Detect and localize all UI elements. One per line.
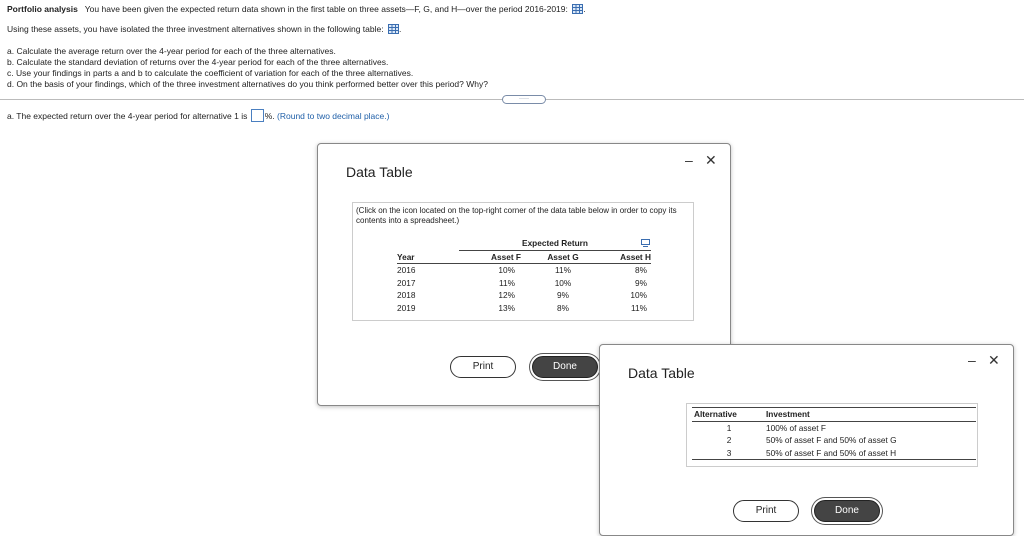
problem-line2-text: Using these assets, you have isolated the three investment alternatives shown in the following table:	[7, 24, 384, 34]
done-button[interactable]: Done	[532, 356, 598, 378]
table-cell: 8%	[557, 302, 569, 313]
table-row	[692, 434, 976, 447]
dialog-title: Data Table	[346, 164, 413, 180]
problem-title: Portfolio analysis	[7, 4, 78, 14]
dialog-title: Data Table	[628, 365, 695, 381]
close-button[interactable]: ✕	[705, 152, 717, 168]
table-row	[692, 421, 976, 434]
print-button[interactable]: Print	[450, 356, 516, 378]
answer-input[interactable]	[251, 109, 264, 122]
table-icon[interactable]	[572, 4, 583, 14]
answer-suffix: %.	[264, 111, 275, 121]
problem-line2: Using these assets, you have isolated the three investment alternatives shown in the following table: .	[7, 24, 402, 34]
column-header: Asset G	[547, 251, 579, 262]
table-cell: 3	[726, 447, 732, 458]
table-cell: 2016	[397, 265, 416, 276]
done-button[interactable]: Done	[814, 500, 880, 522]
column-header: Asset F	[491, 251, 521, 262]
investment-alternatives-table	[692, 407, 976, 460]
table-row	[692, 447, 976, 460]
question-part-a: a. Calculate the average return over the 4-year period for each of the three alternatives.	[7, 46, 336, 56]
table-cell: 2017	[397, 277, 416, 288]
table-row	[397, 264, 651, 277]
question-part-b: b. Calculate the standard deviation of returns over the 4-year period for each of the three alternatives.	[7, 57, 389, 67]
table-cell: 13%	[498, 302, 515, 313]
table-cell: 11%	[499, 277, 515, 288]
table-icon[interactable]	[388, 24, 399, 34]
expected-return-table	[397, 237, 651, 314]
column-header: Investment	[766, 409, 810, 420]
question-part-d: d. On the basis of your findings, which of the three investment alternatives do you think performed better over this period? Why?	[7, 79, 488, 89]
problem-intro: You have been given the expected return data shown in the first table on three assets—F, G, and H—over the period 2016-2019:	[84, 4, 568, 14]
table-cell: 100% of asset F	[766, 422, 826, 433]
table-cell: 9%	[557, 290, 569, 301]
table-cell: 50% of asset F and 50% of asset H	[766, 447, 897, 458]
table-cell: 2	[726, 435, 732, 446]
answer-line	[7, 109, 389, 122]
column-header: Asset H	[620, 251, 651, 262]
column-header: Year	[397, 251, 415, 262]
close-button[interactable]: ✕	[988, 352, 1000, 368]
question-parts	[7, 46, 488, 90]
minimize-button[interactable]: –	[968, 352, 976, 368]
print-button[interactable]: Print	[733, 500, 799, 522]
table-cell: 9%	[635, 277, 647, 288]
table-cell: 50% of asset F and 50% of asset G	[766, 435, 897, 446]
table-cell: 1	[726, 422, 732, 433]
table-cell: 8%	[635, 265, 647, 276]
answer-prefix: a. The expected return over the 4-year period for alternative 1 is	[7, 111, 248, 121]
copy-instruction: (Click on the icon located on the top-right corner of the data table below in order to copy its contents into a spreadsheet.)	[356, 206, 677, 225]
table-cell: 12%	[498, 290, 515, 301]
table-cell: 2018	[397, 290, 416, 301]
table-cell: 10%	[554, 277, 572, 288]
answer-hint: (Round to two decimal place.)	[277, 111, 390, 121]
table-row	[397, 289, 651, 302]
table-cell: 10%	[630, 290, 647, 301]
table-row	[397, 277, 651, 290]
expand-button[interactable]: ·····	[502, 95, 546, 104]
table-cell: 11%	[631, 302, 647, 313]
table-row	[397, 302, 651, 315]
table-cell: 10%	[498, 265, 515, 276]
table-cell: 2019	[397, 302, 416, 313]
problem-header: Portfolio analysis You have been given the expected return data shown in the first table on three assets—F, G, and H—over the period 2016-2019: .	[7, 4, 586, 14]
table-cell: 11%	[555, 265, 571, 276]
question-part-c: c. Use your findings in parts a and b to calculate the coefficient of variation for each of the three alternatives.	[7, 68, 414, 78]
minimize-button[interactable]: –	[685, 152, 693, 168]
group-header: Expected Return	[459, 237, 651, 250]
column-header: Alternative	[694, 409, 737, 420]
